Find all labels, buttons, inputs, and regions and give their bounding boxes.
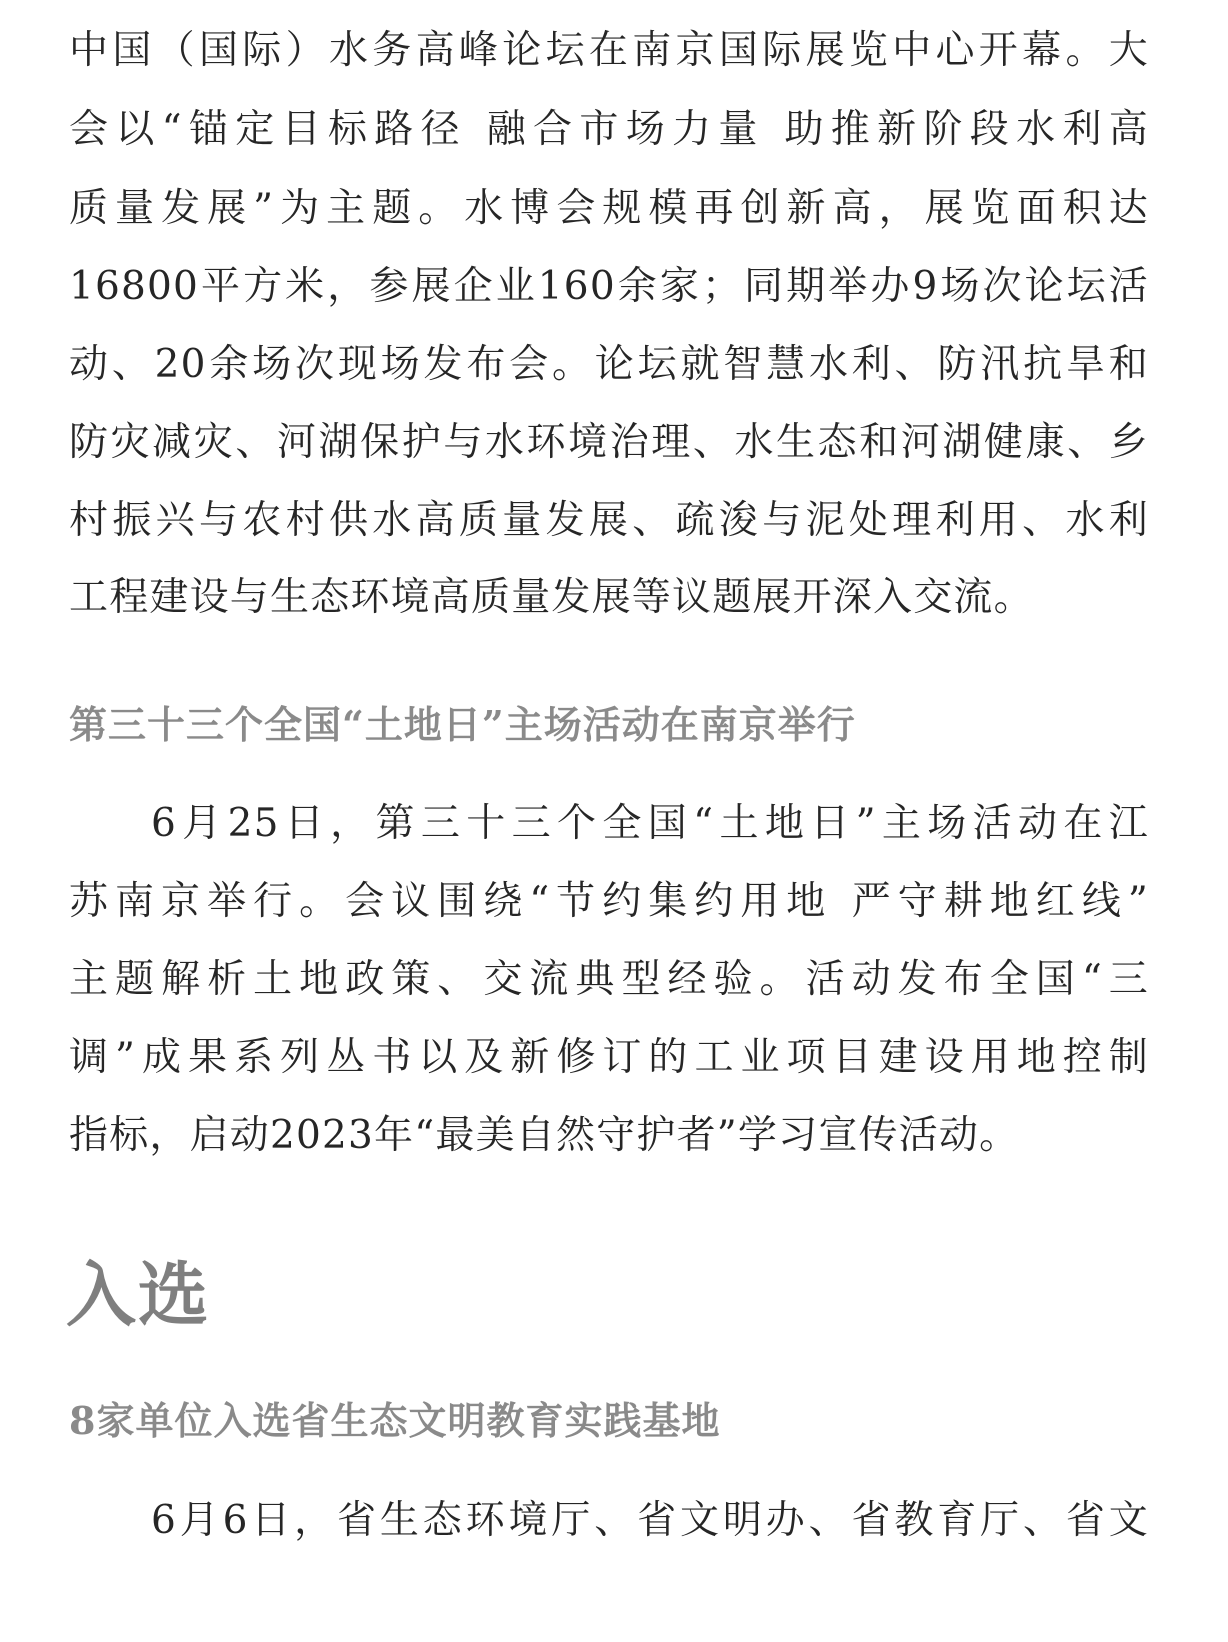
section-title: 入选 bbox=[66, 1254, 210, 1336]
article-heading: 第三十三个全国“土地日”主场活动在南京举行 bbox=[69, 702, 856, 747]
paragraph-line: 工程建设与生态环境高质量发展等议题展开深入交流。 bbox=[69, 575, 1034, 620]
paragraph-line: 中国（国际）水务高峰论坛在南京国际展览中心开幕。大 bbox=[69, 28, 1149, 73]
paragraph-line: 6月6日，省生态环境厅、省文明办、省教育厅、省文 bbox=[151, 1498, 1149, 1543]
article-heading: 8家单位入选省生态文明教育实践基地 bbox=[69, 1398, 721, 1443]
paragraph-line: 指标，启动2023年“最美自然守护者”学习宣传活动。 bbox=[69, 1113, 1020, 1158]
paragraph-line: 苏南京举行。会议围绕“节约集约用地 严守耕地红线” bbox=[69, 879, 1149, 924]
paragraph-line: 会以“锚定目标路径 融合市场力量 助推新阶段水利高 bbox=[69, 107, 1149, 152]
paragraph-line: 调”成果系列丛书以及新修订的工业项目建设用地控制 bbox=[69, 1035, 1149, 1080]
paragraph-line: 防灾减灾、河湖保护与水环境治理、水生态和河湖健康、乡 bbox=[69, 420, 1149, 465]
paragraph-line: 6月25日，第三十三个全国“土地日”主场活动在江 bbox=[151, 801, 1149, 846]
paragraph-line: 动、20余场次现场发布会。论坛就智慧水利、防汛抗旱和 bbox=[69, 342, 1149, 387]
paragraph-line: 16800平方米，参展企业160余家；同期举办9场次论坛活 bbox=[69, 264, 1149, 309]
paragraph-line: 质量发展”为主题。水博会规模再创新高，展览面积达 bbox=[69, 186, 1149, 231]
paragraph-line: 村振兴与农村供水高质量发展、疏浚与泥处理利用、水利 bbox=[69, 498, 1149, 543]
paragraph-line: 主题解析土地政策、交流典型经验。活动发布全国“三 bbox=[69, 957, 1149, 1002]
